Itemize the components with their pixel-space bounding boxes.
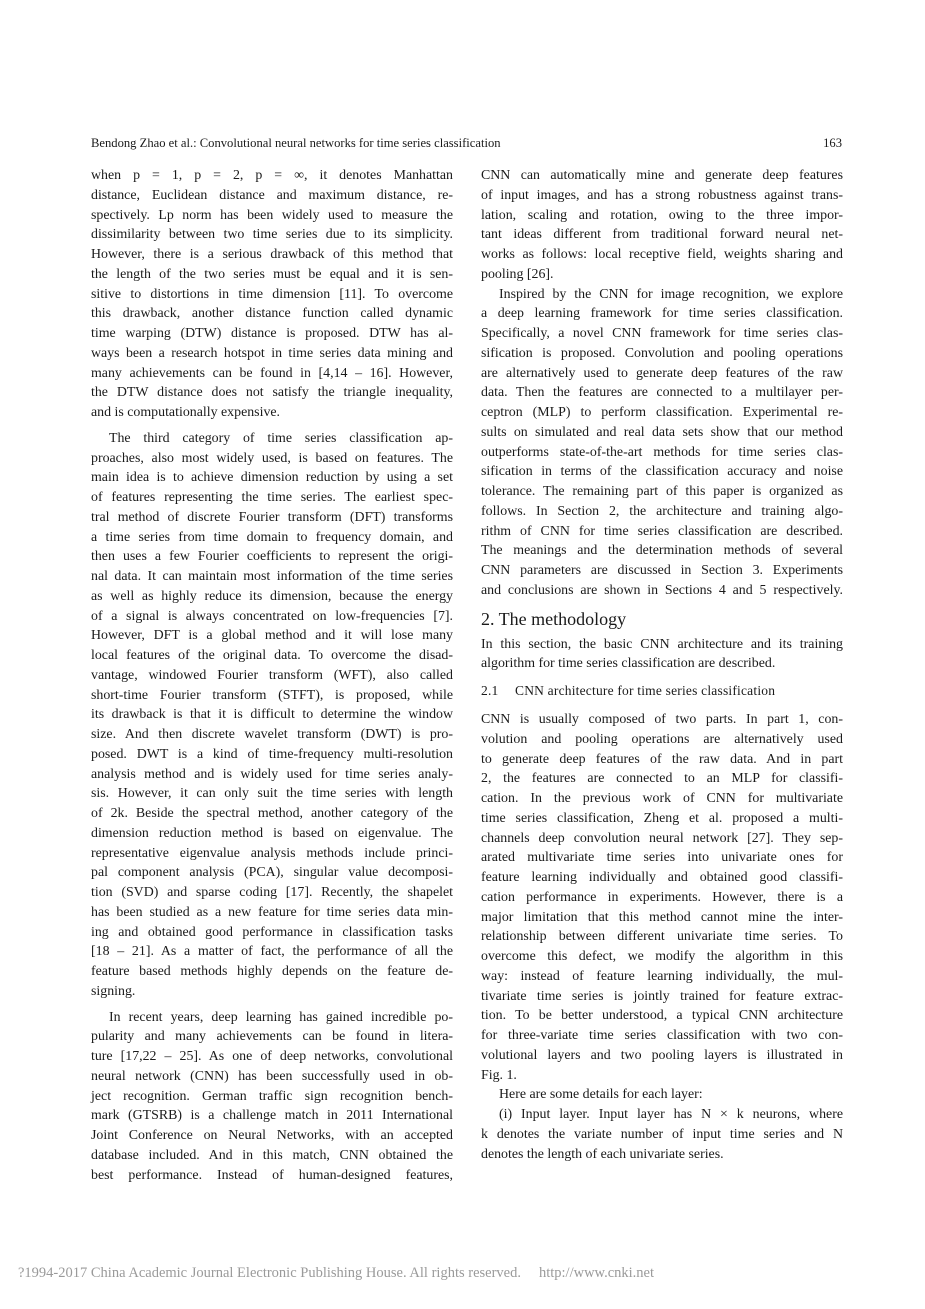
text-line: of a signal is always concentrated on low-frequencies [7].	[91, 608, 453, 624]
text-line: tion. To be better understood, a typical CNN architecture	[481, 1008, 843, 1024]
text-line: Joint Conference on Neural Networks, with an accepted	[91, 1128, 453, 1143]
text-line: works as follows: local receptive field, weights sharing and	[481, 247, 843, 262]
text-line: sitive to distortions in time dimension [11]. To overcome	[91, 286, 453, 302]
text-line: proaches, also most widely used, is based on features. The	[91, 450, 453, 466]
text-line: tral method of discrete Fourier transform (DFT) transforms	[91, 509, 453, 525]
text-line: its drawback is that it is difficult to determine the window	[91, 707, 453, 723]
text-line: for three-variate time series classification with two con-	[481, 1028, 843, 1043]
text-line: nal data. It can maintain most information of the time series	[91, 569, 453, 584]
text-line: spectively. Lp norm has been widely used to measure the	[91, 207, 453, 223]
text-line: as well as highly reduce its dimension, because the energy	[91, 588, 453, 604]
text-line: Inspired by the CNN for image recognition, we explore	[499, 286, 843, 302]
text-line: dimension reduction method is based on eigenvalue. The	[91, 825, 453, 841]
text-line: feature learning individually and obtained good classifi-	[481, 870, 843, 885]
text-line: analysis method and is widely used for time series analy-	[91, 766, 453, 782]
text-line: arated multivariate time series into univariate ones for	[481, 850, 843, 866]
text-line: ceptron (MLP) to perform classification. Experimental re-	[481, 405, 843, 420]
text-line: The meanings and the determination methods of several	[481, 543, 843, 559]
text-line: ing and obtained good performance in classification tasks	[91, 924, 453, 940]
text-line: the length of the two series must be equal and it is sen-	[91, 266, 453, 282]
text-line: lation, scaling and rotation, owing to the three impor-	[481, 207, 843, 223]
text-line: However, there is a serious drawback of this method that	[91, 247, 453, 262]
copyright-footer	[18, 1265, 654, 1282]
text-line: channels deep convolution neural network [27]. They sep-	[481, 830, 843, 846]
text-line: main idea is to achieve dimension reduction by using a set	[91, 470, 453, 486]
text-line: of features representing the time series. The earliest spec-	[91, 490, 453, 505]
right-column	[481, 166, 843, 1164]
text-line: Specifically, a novel CNN framework for time series clas-	[481, 326, 843, 341]
text-line: of 2k. Beside the spectral method, another category of the	[91, 806, 453, 821]
text-line: (i) Input layer. Input layer has N × k neurons, where	[499, 1107, 843, 1122]
text-line: best performance. Instead of human-designed features,	[91, 1167, 453, 1183]
text-line: neural network (CNN) has been successfully used in ob-	[91, 1068, 453, 1084]
page-number: 163	[823, 136, 842, 150]
text-line: size. And then discrete wavelet transform (DWT) is pro-	[91, 727, 453, 742]
text-line: when p = 1, p = 2, p = ∞, it denotes Manhattan	[91, 168, 453, 183]
text-line: CNN is usually composed of two parts. In part 1, con-	[481, 712, 843, 727]
text-line: Fig. 1.	[481, 1067, 517, 1083]
subsection-number: 2.1	[481, 683, 499, 698]
running-title: Bendong Zhao et al.: Convolutional neural networks for time series classification	[91, 136, 501, 150]
text-line: a time series from time domain to frequency domain, and	[91, 529, 453, 545]
subsection-heading	[481, 680, 843, 702]
text-line: follows. In Section 2, the architecture and training algo-	[481, 503, 843, 519]
text-line: denotes the length of each univariate series.	[481, 1146, 724, 1162]
text-line: time series classification, Zheng et al. proposed a multi-	[481, 810, 843, 826]
text-line: vantage, windowed Fourier transform (WFT), also called	[91, 667, 453, 683]
text-line: ture [17,22 – 25]. As one of deep networks, convolutional	[91, 1049, 453, 1064]
subsection-title-text: CNN architecture for time series classification	[515, 683, 776, 698]
text-line: has been studied as a new feature for time series data min-	[91, 904, 453, 920]
text-line: feature based methods highly depends on the feature de-	[91, 964, 453, 979]
copyright-text: ?1994-2017 China Academic Journal Electronic Publishing House. All rights reserved.	[18, 1265, 521, 1281]
text-line: k denotes the variate number of input time series and N	[481, 1126, 843, 1142]
text-line: to generate deep features of the raw data. And in part	[481, 751, 843, 767]
text-line: mark (GTSRB) is a challenge match in 2011 International	[91, 1108, 453, 1124]
text-line: database included. And in this match, CNN obtained the	[91, 1147, 453, 1163]
text-line: dissimilarity between two time series due to its simplicity.	[91, 227, 453, 243]
text-line: are alternatively used to generate deep features of the raw	[481, 365, 843, 381]
text-line: signing.	[91, 983, 136, 999]
text-line: major limitation that this method cannot mine the inter-	[481, 909, 843, 925]
text-line: The third category of time series classification ap-	[109, 430, 453, 446]
text-line: tivariate time series is jointly trained for feature extrac-	[481, 988, 843, 1004]
text-line: In recent years, deep learning has gained incredible po-	[109, 1009, 453, 1025]
text-line: pularity and many achievements can be found in litera-	[91, 1029, 453, 1045]
text-line: cation. In the previous work of CNN for multivariate	[481, 791, 843, 806]
text-line: way: instead of feature learning individually, the mul-	[481, 968, 843, 984]
text-line: [18 – 21]. As a matter of fact, the performance of all the	[91, 944, 453, 960]
text-line: relationship between different univariate time series. To	[481, 929, 843, 945]
footer-url: http://www.cnki.net	[538, 1265, 655, 1281]
text-line: tant ideas different from traditional forward neural net-	[481, 227, 843, 243]
text-line: Here are some details for each layer:	[499, 1087, 703, 1103]
text-line: this drawback, another distance function called dynamic	[91, 306, 453, 322]
text-line: a deep learning framework for time series classification.	[481, 306, 843, 322]
text-line: In this section, the basic CNN architecture and its training	[481, 636, 843, 652]
text-line: local features of the original data. To overcome the disad-	[91, 648, 453, 663]
text-line: However, DFT is a global method and it will lose many	[91, 628, 453, 644]
text-line: posed. DWT is a kind of time-frequency multi-resolution	[91, 746, 453, 762]
text-line: sification in terms of the classification accuracy and noise	[481, 464, 843, 480]
text-line: rithm of CNN for time series classification are described.	[481, 523, 843, 539]
text-line: and is computationally expensive.	[91, 405, 281, 420]
text-line: sis. However, it can only suit the time series with length	[91, 786, 453, 802]
text-line: short-time Fourier transform (STFT), is proposed, while	[91, 687, 453, 703]
text-line: outperforms state-of-the-art methods for time series clas-	[481, 444, 843, 460]
text-line: CNN can automatically mine and generate deep features	[481, 168, 843, 183]
text-line: algorithm for time series classification are described.	[481, 656, 776, 672]
text-line: time warping (DTW) distance is proposed. DTW has al-	[91, 326, 453, 341]
text-line: representative eigenvalue analysis methods include princi-	[91, 845, 453, 861]
text-line: volution and pooling operations are alternatively used	[481, 731, 843, 747]
text-line: tion (SVD) and sparse coding [17]. Recently, the shapelet	[91, 885, 453, 900]
text-line: sults on simulated and real data sets show that our method	[481, 424, 843, 440]
text-line: distance, Euclidean distance and maximum distance, re-	[91, 187, 453, 203]
text-line: data. Then the features are connected to a multilayer per-	[481, 385, 843, 401]
text-line: cation performance in experiments. However, there is a	[481, 889, 843, 905]
text-line: then uses a few Fourier coefficients to represent the origi-	[91, 549, 453, 565]
text-line: and conclusions are shown in Sections 4 and 5 respectively.	[481, 582, 843, 598]
section-heading: 2. The methodology	[481, 608, 627, 629]
text-line: pooling [26].	[481, 266, 554, 282]
text-line: ways been a research hotspot in time series data mining and	[91, 345, 453, 361]
text-line: overcome this defect, we modify the algorithm in this	[481, 949, 843, 964]
text-line: of input images, and has a strong robustness against trans-	[481, 187, 843, 203]
text-line: 2, the features are connected to an MLP for classifi-	[481, 771, 843, 787]
text-line: volutional layers and two pooling layers is illustrated in	[481, 1047, 843, 1063]
text-line: sification is proposed. Convolution and pooling operations	[481, 345, 843, 361]
text-line: the DTW distance does not satisfy the triangle inequality,	[91, 385, 453, 401]
text-line: pal component analysis (PCA), singular value decomposi-	[91, 865, 453, 881]
left-column	[91, 166, 453, 1185]
text-line: tolerance. The remaining part of this paper is organized as	[481, 484, 843, 499]
text-line: ject recognition. German traffic sign recognition bench-	[91, 1088, 453, 1104]
text-line: CNN parameters are discussed in Section 3. Experiments	[481, 563, 843, 578]
text-line: many achievements can be found in [4,14 – 16]. However,	[91, 365, 453, 381]
